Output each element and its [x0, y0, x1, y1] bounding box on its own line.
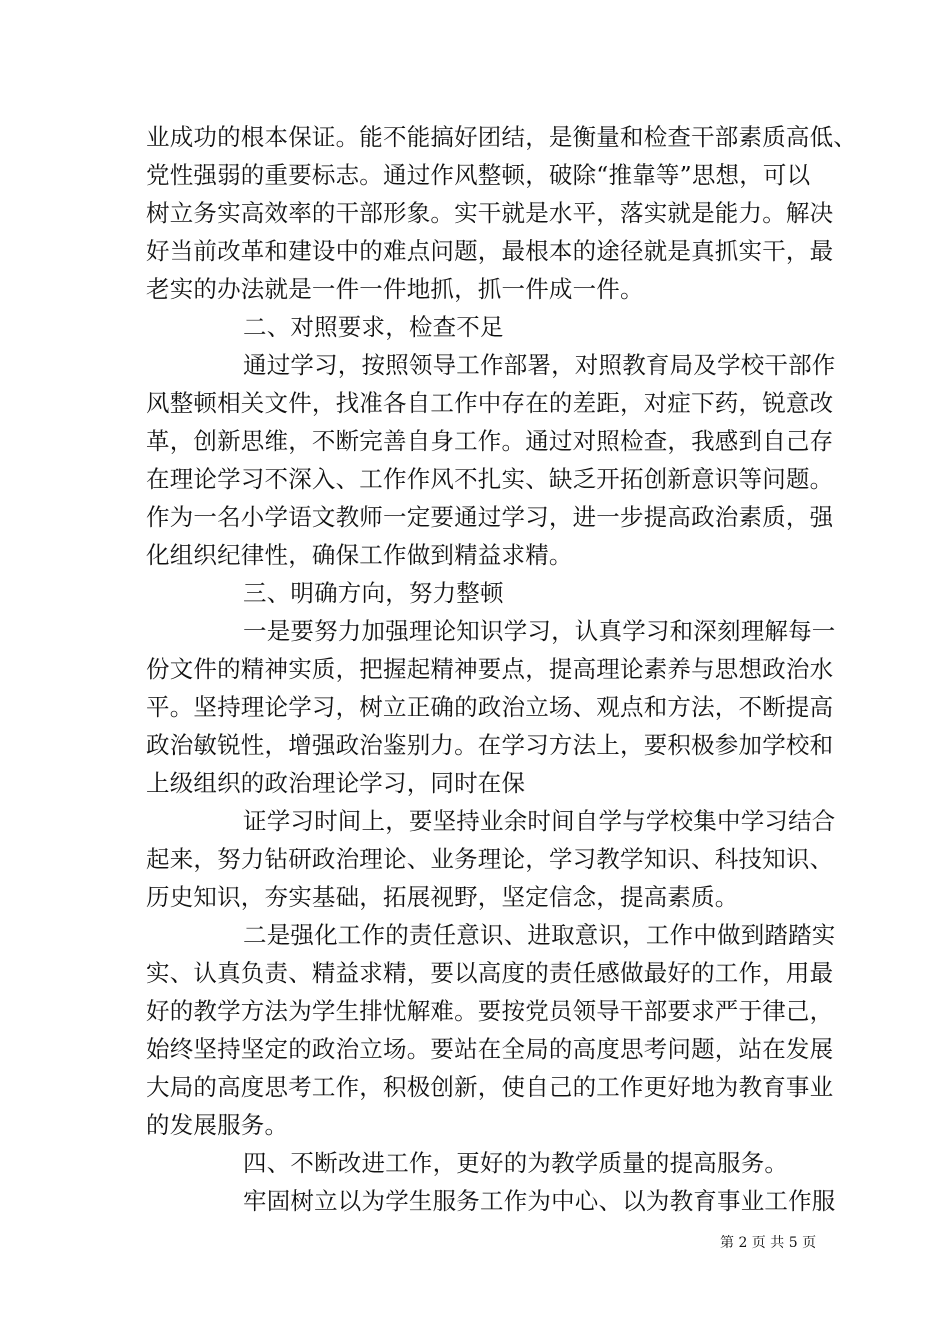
body-line: 化组织纪律性，确保工作做到精益求精。 [146, 541, 573, 569]
body-line: 老实的办法就是一件一件地抓，抓一件成一件。 [146, 275, 644, 303]
body-line: 的发展服务。 [146, 1111, 289, 1139]
section-heading: 三、明确方向，努力整顿 [243, 579, 504, 607]
body-line: 起来，努力钻研政治理论、业务理论，学习教学知识、科技知识、 [146, 845, 834, 873]
body-line: 份文件的精神实质，把握起精神要点，提高理论素养与思想政治水 [146, 655, 834, 683]
body-line: 二是强化工作的责任意识、进取意识，工作中做到踏踏实 [243, 921, 836, 949]
body-line: 政治敏锐性，增强政治鉴别力。在学习方法上，要积极参加学校和 [146, 731, 834, 759]
body-line: 实、认真负责、精益求精，要以高度的责任感做最好的工作，用最 [146, 959, 834, 987]
body-line: 好的教学方法为学生排忧解难。要按党员领导干部要求严于律己， [146, 997, 834, 1025]
page-number-footer: 第 2 页 共 5 页 [720, 1235, 817, 1251]
body-line: 树立务实高效率的干部形象。实干就是水平，落实就是能力。解决 [146, 199, 834, 227]
body-line: 上级组织的政治理论学习，同时在保 [146, 769, 526, 797]
body-line: 证学习时间上，要坚持业余时间自学与学校集中学习结合 [243, 807, 836, 835]
body-line: 业成功的根本保证。能不能搞好团结，是衡量和检查干部素质高低、 [146, 123, 857, 151]
body-line: 通过学习，按照领导工作部署，对照教育局及学校干部作 [243, 351, 836, 379]
body-line: 一是要努力加强理论知识学习，认真学习和深刻理解每一 [243, 617, 836, 645]
section-heading: 二、对照要求，检查不足 [243, 313, 504, 341]
body-line: 好当前改革和建设中的难点问题，最根本的途径就是真抓实干，最 [146, 237, 834, 265]
body-line: 党性强弱的重要标志。通过作风整顿，破除“推靠等”思想，可以 [146, 161, 811, 189]
body-line: 作为一名小学语文教师一定要通过学习，进一步提高政治素质，强 [146, 503, 834, 531]
body-line: 风整顿相关文件，找准各自工作中存在的差距，对症下药，锐意改 [146, 389, 834, 417]
body-line: 历史知识，夯实基础，拓展视野，坚定信念，提高素质。 [146, 883, 739, 911]
body-line: 牢固树立以为学生服务工作为中心、以为教育事业工作服 [243, 1187, 836, 1215]
body-line: 在理论学习不深入、工作作风不扎实、缺乏开拓创新意识等问题。 [146, 465, 834, 493]
body-line: 始终坚持坚定的政治立场。要站在全局的高度思考问题，站在发展 [146, 1035, 834, 1063]
body-line: 革，创新思维，不断完善自身工作。通过对照检查，我感到自己存 [146, 427, 834, 455]
body-line: 平。坚持理论学习，树立正确的政治立场、观点和方法，不断提高 [146, 693, 834, 721]
section-heading: 四、不断改进工作，更好的为教学质量的提高服务。 [243, 1149, 789, 1177]
body-line: 大局的高度思考工作，积极创新，使自己的工作更好地为教育事业 [146, 1073, 834, 1101]
